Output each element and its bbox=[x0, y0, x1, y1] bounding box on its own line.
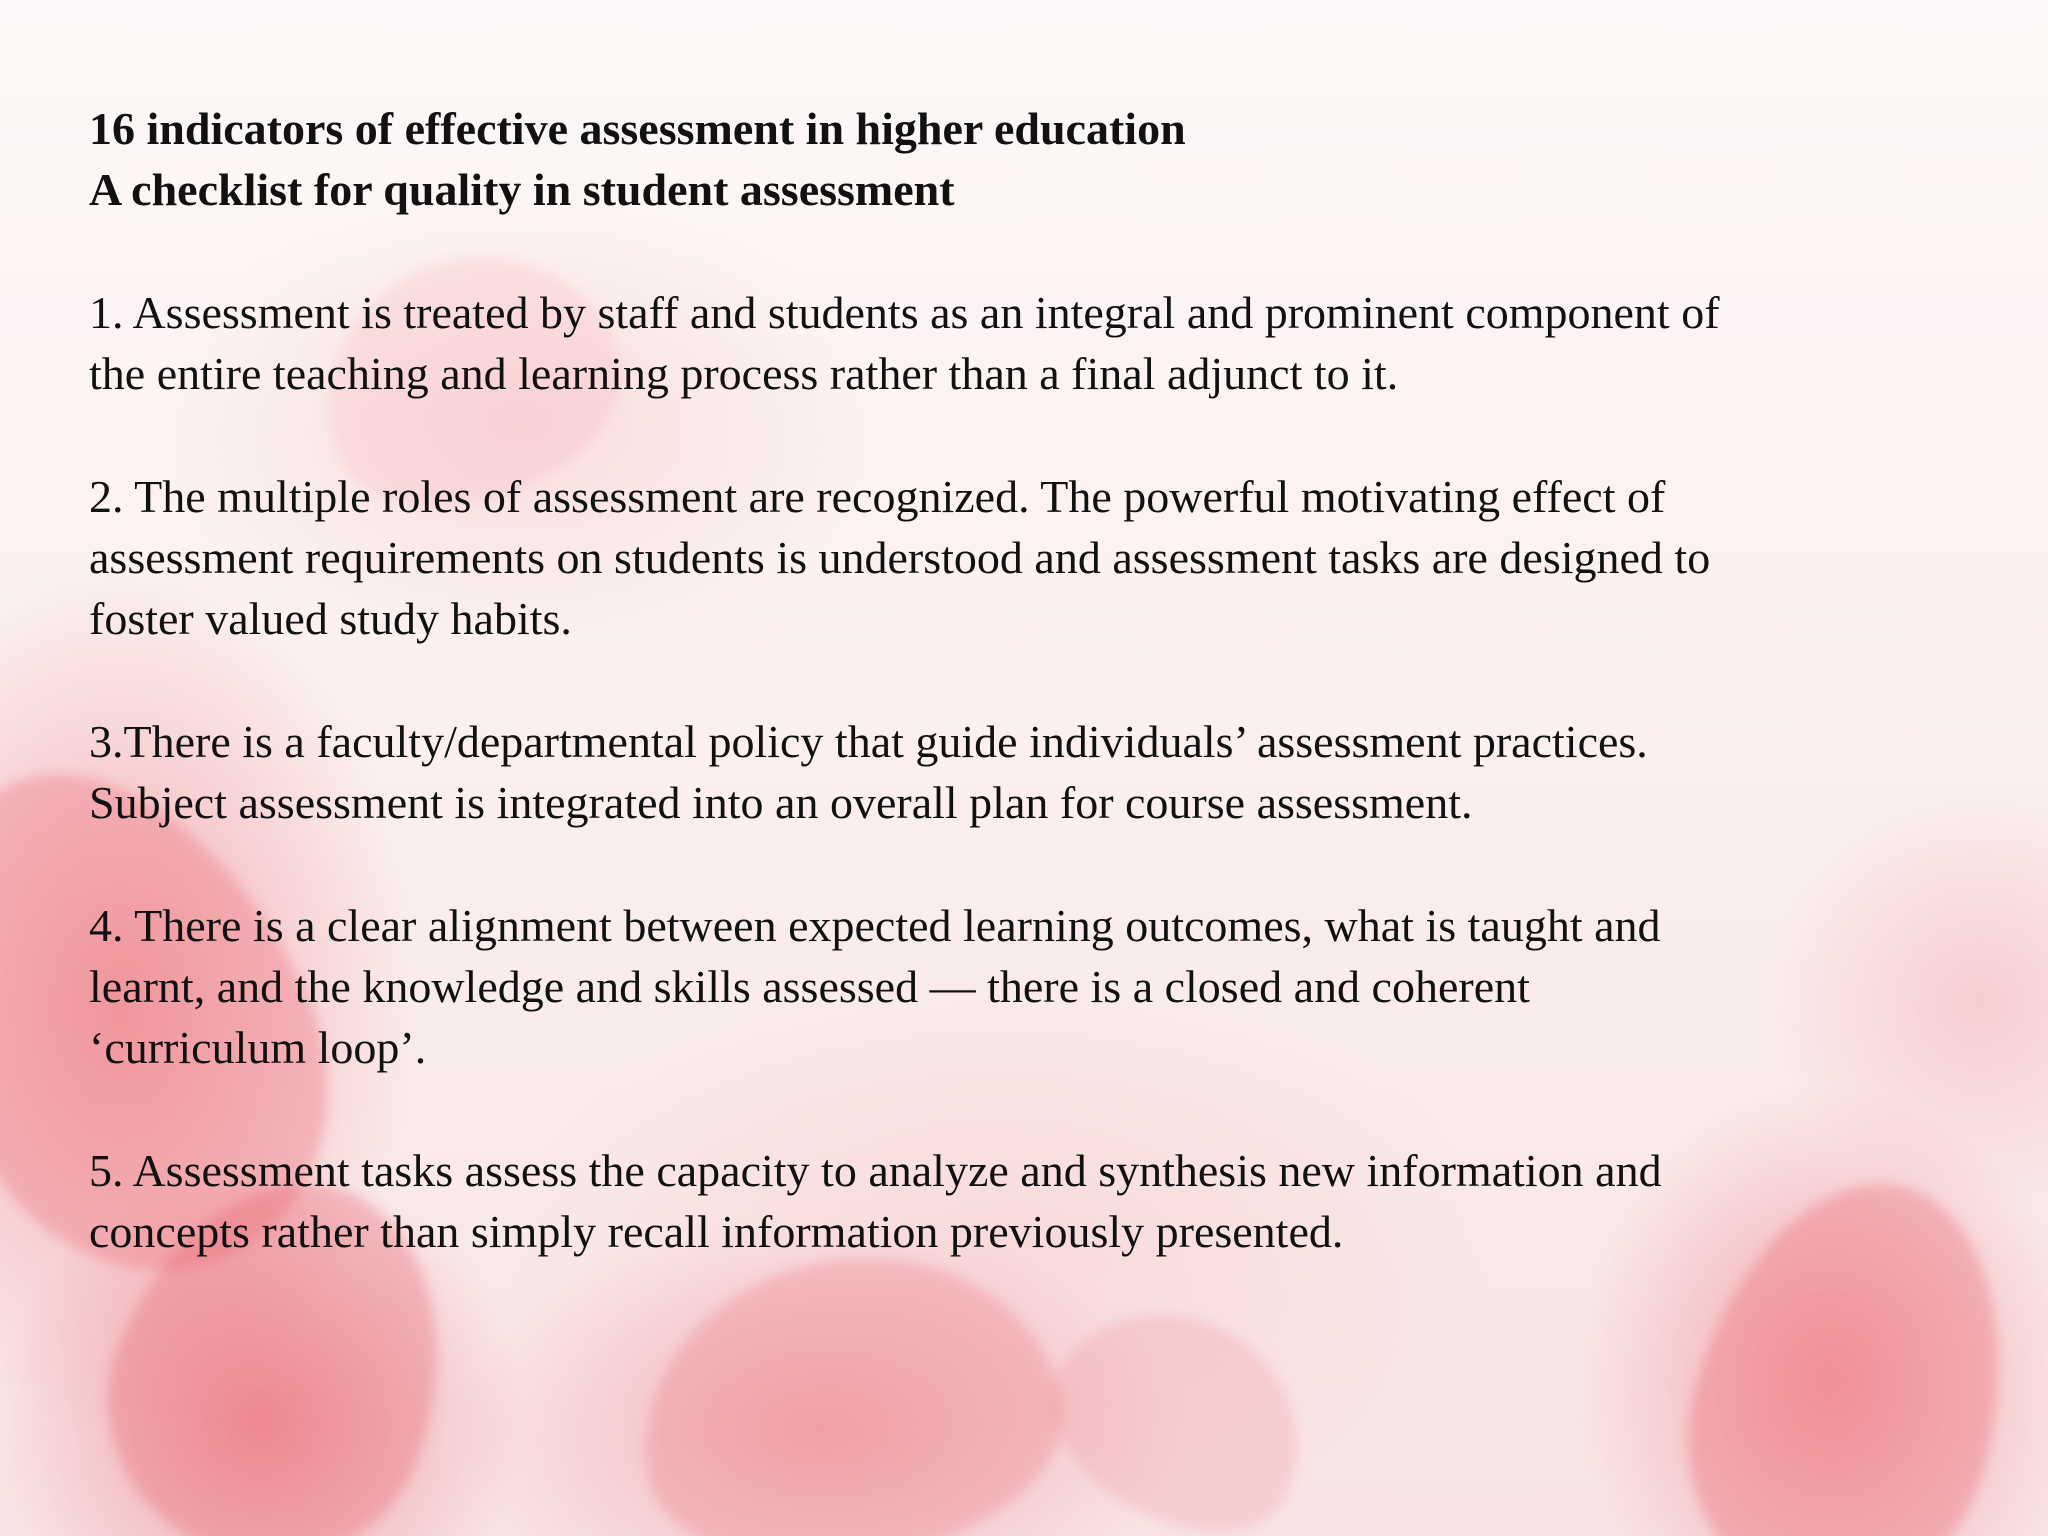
indicator-item-3 bbox=[89, 711, 1969, 833]
slide-title bbox=[89, 98, 1989, 220]
slide-content bbox=[89, 98, 1989, 1262]
indicator-text-line: assessment requirements on students is understood and assessment tasks are designed to bbox=[89, 532, 1711, 583]
indicator-text-line: 4. There is a clear alignment between expected learning outcomes, what is taught and bbox=[89, 900, 1661, 951]
indicator-text-line: ‘curriculum loop’. bbox=[89, 1022, 427, 1073]
petal-decoration bbox=[617, 1226, 1083, 1536]
indicator-text-line: 3.There is a faculty/departmental policy that guide individuals’ assessment practices. bbox=[89, 716, 1648, 767]
indicator-item-1 bbox=[89, 282, 1969, 404]
indicator-text-line: 5. Assessment tasks assess the capacity to analyze and synthesis new information and bbox=[89, 1145, 1662, 1196]
indicator-item-4 bbox=[89, 895, 1969, 1078]
indicator-text-line: foster valued study habits. bbox=[89, 593, 572, 644]
subtitle-line: A checklist for quality in student assessment bbox=[89, 164, 955, 215]
indicator-item-5 bbox=[89, 1140, 1969, 1262]
indicator-text-line: learnt, and the knowledge and skills assessed — there is a closed and coherent bbox=[89, 961, 1530, 1012]
indicator-text-line: 1. Assessment is treated by staff and students as an integral and prominent component of bbox=[89, 287, 1720, 338]
indicator-text-line: 2. The multiple roles of assessment are recognized. The powerful motivating effect of bbox=[89, 471, 1666, 522]
indicator-item-2 bbox=[89, 466, 1969, 649]
petal-decoration bbox=[1017, 1268, 1342, 1536]
indicator-text-line: concepts rather than simply recall information previously presented. bbox=[89, 1206, 1344, 1257]
indicator-text-line: the entire teaching and learning process rather than a final adjunct to it. bbox=[89, 348, 1399, 399]
indicator-text-line: Subject assessment is integrated into an overall plan for course assessment. bbox=[89, 777, 1473, 828]
title-line: 16 indicators of effective assessment in higher education bbox=[89, 103, 1186, 154]
